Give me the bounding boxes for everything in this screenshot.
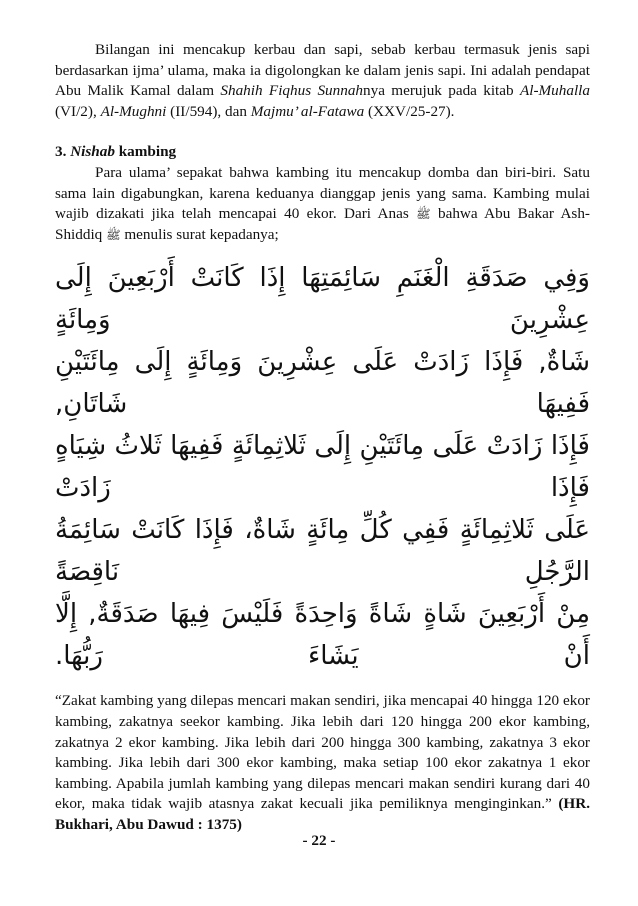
text-run: Bilangan ini mencakup kerbau dan sapi, sebab kerbau termasuk jenis sapi berdasarkan ijma’ ulama, maka ia digolongkan ke dalam jenis sapi. Ini adalah pendapat Abu Malik Kamal dalam [55,41,590,100]
text-run: (II/594), dan [166,102,251,120]
arabic-line: شَاةٌ, فَإِذَا زَادَتْ عَلَى عِشْرِينَ وَمِائَةٍ إِلَى مِائَتَيْنِ فَفِيهَا شَاتَانِ, [55,347,590,420]
section-title-rest: kambing [114,143,177,161]
text-run: menulis surat kepadanya; [120,225,279,243]
text-run: (VI/2), [55,102,101,120]
quote-text: “Zakat kambing yang dilepas mencari makan sendiri, jika mencapai 40 hingga 120 ekor kambing, zakatnya seekor kambing. Jika lebih dari 120 hingga 200 ekor kambing, zakatnya 2 ekor kambing. Jika lebih dari 200 hingga 300 kambing, zakatnya 3 ekor kambing. Jika lebih dari 300 ekor kambing, maka setiap 100 ekor zakatnya 1 ekor kambing. Apabila jumlah kambing yang dilepas mencari makan sendiri kurang dari 40 ekor, maka tidak wajib atasnya zakat kecuali jika pemiliknya menginginkan.” [55,692,590,813]
page-number: - 22 - [302,832,336,849]
arabic-line: عَلَى ثَلاثِمِائَةٍ فَفِي كُلِّ مِائَةٍ شَاةٌ، فَإِذَا كَانَتْ سَائِمَةُ الرَّجُلِ نَاقِصَةً [55,515,590,588]
paragraph-nishab [55,163,590,245]
hadith-source: (HR. Bukhari, Abu Dawud : 1375) [55,795,590,833]
arabic-hadith-text [55,257,590,677]
text-run: (XXV/25-27). [364,102,455,120]
text-run: Para ulama’ sepakat bahwa kambing itu mencakup domba dan biri-biri. Satu sama lain digabungkan, karena keduanya dianggap jenis yang sama. Kambing mulai wajib dizakati jika telah mencapai 40 ekor. Dari Anas [55,163,590,223]
translation-quote [55,691,590,835]
honorific-symbol: ﷺ [106,227,121,242]
page-body [55,40,590,836]
text-run: bahwa Abu Bakar Ash-Shiddiq [55,205,590,243]
book-title: Shahih Fiqhus Sunnah [220,82,364,100]
arabic-line: وَفِي صَدَقَةِ الْغَنَمِ سَائِمَتِهَا إِذَا كَانَتْ أَرْبَعِينَ إِلَى عِشْرِينَ وَمِائَةٍ [55,263,590,336]
book-title: Al-Mughni [100,102,167,120]
text-run: nya merujuk pada kitab [363,82,520,100]
book-title: Majmu’ al-Fatawa [250,102,365,120]
arabic-line: فَإِذَا زَادَتْ عَلَى مِائَتَيْنِ إِلَى ثَلاثِمِائَةٍ فَفِيهَا ثَلاثُ شِيَاهٍ فَإِذَا زَادَتْ [55,431,590,504]
arabic-line: مِنْ أَرْبَعِينَ شَاةٍ شَاةً وَاحِدَةً فَلَيْسَ فِيهَا صَدَقَةٌ, إِلَّا أَنْ يَشَاءَ رَبُّهَا. [55,599,590,672]
section-number: 3. [55,143,67,161]
paragraph-intro [55,40,590,122]
honorific-symbol: ﷺ [416,207,431,222]
section-title-italic: Nishab [70,143,115,161]
section-heading [55,142,590,163]
book-title: Al-Muhalla [519,82,590,100]
